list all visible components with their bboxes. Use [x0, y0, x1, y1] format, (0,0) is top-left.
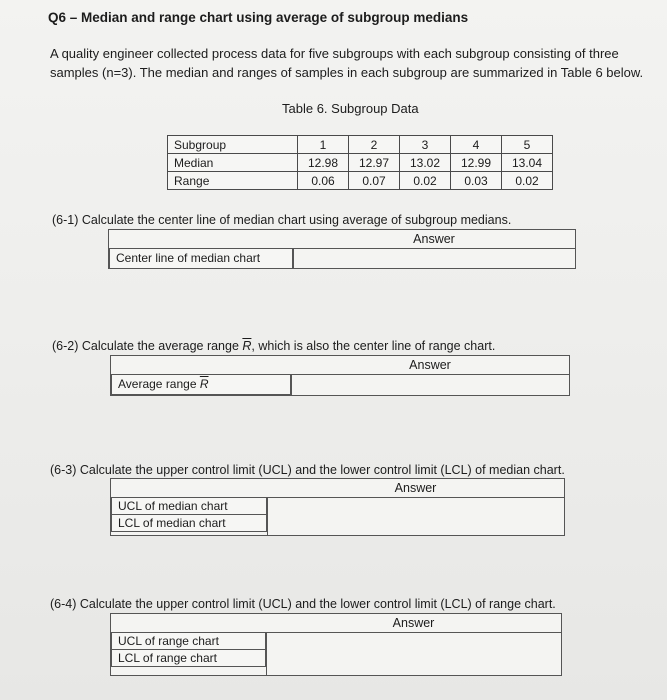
row-label-text: Average range [118, 377, 200, 391]
table-cell: 12.98 [298, 154, 349, 172]
question-6-1: (6-1) Calculate the center line of median chart using average of subgroup medians. [52, 213, 512, 227]
answer-header: Answer [291, 356, 569, 375]
table-row [168, 172, 553, 190]
row-label-average-range [111, 374, 291, 395]
question-text: (6-2) Calculate the average range [52, 339, 243, 353]
table-row [168, 154, 553, 172]
answer-table-6-3 [110, 478, 565, 536]
question-6-4: (6-4) Calculate the upper control limit (UCL) and the lower control limit (LCL) of range chart. [50, 597, 556, 611]
table-cell: 13.02 [400, 154, 451, 172]
question-text: , which is also the center line of range chart. [251, 339, 496, 353]
answer-input-ucl-lcl-median[interactable] [267, 497, 564, 535]
table-caption: Table 6. Subgroup Data [282, 101, 419, 116]
row-label-ucl-median: UCL of median chart [111, 497, 267, 515]
table-cell: 2 [349, 136, 400, 154]
table-cell: 1 [298, 136, 349, 154]
table-cell: 4 [451, 136, 502, 154]
table-cell: 0.02 [400, 172, 451, 190]
table-cell: 0.07 [349, 172, 400, 190]
answer-header: Answer [267, 479, 564, 498]
r-bar-symbol: $\overline{R}$ [199, 377, 209, 391]
answer-input-ucl-lcl-range[interactable] [266, 632, 561, 675]
question-title: Q6 – Median and range chart using average of subgroup medians [48, 10, 469, 25]
row-label: Range [168, 172, 298, 190]
answer-table-6-4 [110, 613, 562, 676]
answer-input-center-line-median[interactable] [293, 248, 575, 269]
row-label: Subgroup [168, 136, 298, 154]
table-cell: 13.04 [502, 154, 553, 172]
answer-table-6-1 [108, 229, 576, 269]
question-6-3: (6-3) Calculate the upper control limit (UCL) and the lower control limit (LCL) of median chart. [50, 463, 565, 477]
table-row [168, 136, 553, 154]
row-label-lcl-range: LCL of range chart [111, 649, 266, 667]
row-label: Median [168, 154, 298, 172]
table-cell: 0.03 [451, 172, 502, 190]
table-cell: 12.97 [349, 154, 400, 172]
row-label-center-line-median: Center line of median chart [109, 248, 293, 269]
table-cell: 0.06 [298, 172, 349, 190]
answer-header: Answer [293, 230, 575, 249]
r-bar-symbol: $\overline{R}$ [242, 339, 252, 353]
table-cell: 0.02 [502, 172, 553, 190]
table-cell: 3 [400, 136, 451, 154]
answer-input-average-range[interactable] [291, 374, 569, 395]
row-label-ucl-range: UCL of range chart [111, 632, 266, 650]
answer-table-6-2 [110, 355, 570, 396]
row-label-lcl-median: LCL of median chart [111, 514, 267, 532]
answer-header: Answer [266, 614, 561, 633]
table-cell: 5 [502, 136, 553, 154]
table-cell: 12.99 [451, 154, 502, 172]
question-intro: A quality engineer collected process data for five subgroups with each subgroup consisting of three samples (n=3). The median and ranges of samples in each subgroup are summarized in Table 6 below. [50, 46, 644, 80]
subgroup-data-table [167, 135, 553, 190]
question-6-2 [52, 339, 495, 353]
